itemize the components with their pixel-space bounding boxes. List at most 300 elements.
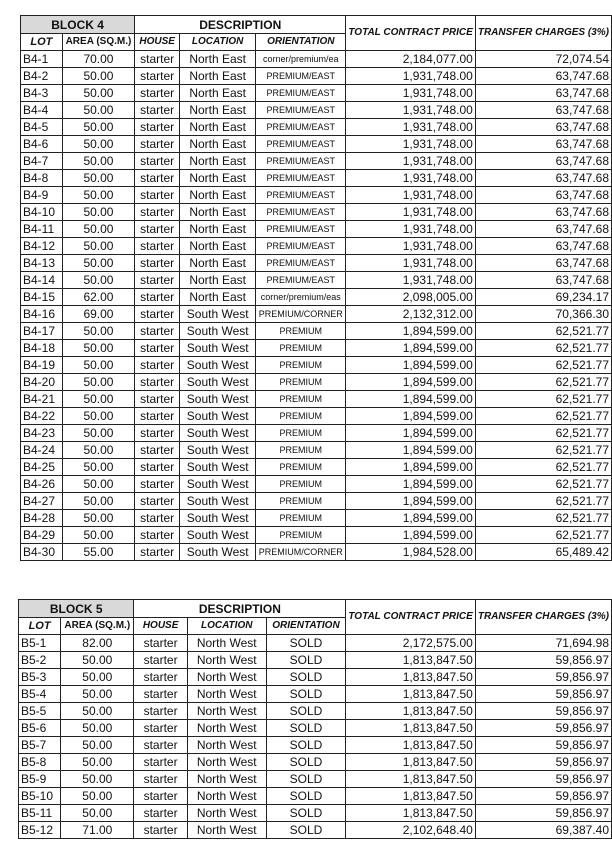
orientation-cell: PREMIUM/EAST <box>256 204 346 221</box>
orientation-cell: PREMIUM/EAST <box>256 221 346 238</box>
orientation-cell: PREMIUM/EAST <box>256 153 346 170</box>
orientation-cell: SOLD <box>266 635 346 652</box>
block4-house-header: HOUSE <box>135 34 180 51</box>
lot-cell: B4-15 <box>21 289 63 306</box>
location-cell: South West <box>180 493 256 510</box>
block4-table <box>20 15 612 561</box>
house-cell: starter <box>135 442 180 459</box>
price-cell: 1,931,748.00 <box>346 85 475 102</box>
location-cell: North West <box>187 805 266 822</box>
house-cell: starter <box>135 289 180 306</box>
price-cell: 1,931,748.00 <box>346 238 475 255</box>
transfer-cell: 59,856.97 <box>475 805 611 822</box>
location-cell: North East <box>180 85 256 102</box>
area-cell: 50.00 <box>62 119 134 136</box>
lot-cell: B5-4 <box>19 686 61 703</box>
orientation-cell: SOLD <box>266 669 346 686</box>
lot-cell: B4-23 <box>21 425 63 442</box>
location-cell: South West <box>180 527 256 544</box>
orientation-cell: PREMIUM <box>256 357 346 374</box>
block4-body <box>21 51 612 561</box>
transfer-cell: 70,366.30 <box>475 306 611 323</box>
area-cell: 50.00 <box>62 204 134 221</box>
block5-title: BLOCK 5 <box>19 600 134 618</box>
transfer-cell: 62,521.77 <box>475 510 611 527</box>
price-cell: 2,102,648.40 <box>346 822 475 839</box>
table-row <box>19 805 612 822</box>
price-cell: 2,098,005.00 <box>346 289 475 306</box>
block4-orientation-header: ORIENTATION <box>256 34 346 51</box>
area-cell: 50.00 <box>62 136 134 153</box>
transfer-cell: 63,747.68 <box>475 255 611 272</box>
house-cell: starter <box>135 272 180 289</box>
area-cell: 71.00 <box>61 822 134 839</box>
location-cell: North East <box>180 187 256 204</box>
table-row <box>21 85 612 102</box>
orientation-cell: PREMIUM/CORNER <box>256 544 346 561</box>
orientation-cell: SOLD <box>266 754 346 771</box>
table-row <box>19 737 612 754</box>
block5-location-header: LOCATION <box>187 618 266 635</box>
location-cell: South West <box>180 544 256 561</box>
price-cell: 1,931,748.00 <box>346 204 475 221</box>
location-cell: North West <box>187 720 266 737</box>
house-cell: starter <box>135 408 180 425</box>
table-row <box>21 136 612 153</box>
price-cell: 1,813,847.50 <box>346 788 475 805</box>
area-cell: 50.00 <box>62 221 134 238</box>
transfer-cell: 63,747.68 <box>475 85 611 102</box>
transfer-cell: 59,856.97 <box>475 686 611 703</box>
orientation-cell: PREMIUM/EAST <box>256 170 346 187</box>
area-cell: 50.00 <box>61 669 134 686</box>
house-cell: starter <box>134 652 187 669</box>
transfer-cell: 63,747.68 <box>475 204 611 221</box>
house-cell: starter <box>135 306 180 323</box>
location-cell: North West <box>187 652 266 669</box>
lot-cell: B4-24 <box>21 442 63 459</box>
house-cell: starter <box>134 822 187 839</box>
block5-area-header: AREA (SQ.M.) <box>61 618 134 635</box>
orientation-cell: SOLD <box>266 805 346 822</box>
transfer-cell: 62,521.77 <box>475 323 611 340</box>
location-cell: North West <box>187 737 266 754</box>
price-cell: 1,931,748.00 <box>346 272 475 289</box>
location-cell: North West <box>187 635 266 652</box>
area-cell: 50.00 <box>62 85 134 102</box>
table-row <box>21 187 612 204</box>
transfer-cell: 62,521.77 <box>475 391 611 408</box>
lot-cell: B4-17 <box>21 323 63 340</box>
orientation-cell: PREMIUM/EAST <box>256 85 346 102</box>
transfer-cell: 71,694.98 <box>475 635 611 652</box>
table-row <box>21 170 612 187</box>
house-cell: starter <box>135 493 180 510</box>
transfer-cell: 62,521.77 <box>475 527 611 544</box>
lot-cell: B5-12 <box>19 822 61 839</box>
location-cell: North East <box>180 204 256 221</box>
price-cell: 1,813,847.50 <box>346 686 475 703</box>
block5-price-header: TOTAL CONTRACT PRICE <box>346 600 475 635</box>
price-cell: 1,931,748.00 <box>346 255 475 272</box>
location-cell: North East <box>180 272 256 289</box>
lot-cell: B4-13 <box>21 255 63 272</box>
block4-area-header: AREA (SQ.M.) <box>62 34 134 51</box>
orientation-cell: PREMIUM <box>256 510 346 527</box>
price-cell: 1,894,599.00 <box>346 459 475 476</box>
orientation-cell: SOLD <box>266 703 346 720</box>
house-cell: starter <box>134 720 187 737</box>
area-cell: 50.00 <box>62 153 134 170</box>
area-cell: 50.00 <box>61 805 134 822</box>
location-cell: South West <box>180 425 256 442</box>
transfer-cell: 59,856.97 <box>475 754 611 771</box>
house-cell: starter <box>134 805 187 822</box>
price-cell: 1,813,847.50 <box>346 652 475 669</box>
transfer-cell: 62,521.77 <box>475 476 611 493</box>
price-cell: 1,931,748.00 <box>346 153 475 170</box>
orientation-cell: corner/premium/ea <box>256 51 346 68</box>
lot-cell: B4-8 <box>21 170 63 187</box>
orientation-cell: PREMIUM/EAST <box>256 136 346 153</box>
area-cell: 50.00 <box>62 391 134 408</box>
block5-description-header: DESCRIPTION <box>134 600 346 618</box>
table-row <box>21 476 612 493</box>
orientation-cell: SOLD <box>266 686 346 703</box>
location-cell: North East <box>180 238 256 255</box>
price-cell: 1,894,599.00 <box>346 493 475 510</box>
area-cell: 50.00 <box>61 703 134 720</box>
location-cell: South West <box>180 510 256 527</box>
table-row <box>21 340 612 357</box>
block5-lot-header: LOT <box>19 618 61 635</box>
table-row <box>19 635 612 652</box>
lot-cell: B5-1 <box>19 635 61 652</box>
table-row <box>21 51 612 68</box>
table-row <box>21 544 612 561</box>
block4-location-header: LOCATION <box>180 34 256 51</box>
table-row <box>19 669 612 686</box>
block5-body <box>19 635 612 839</box>
table-row <box>21 493 612 510</box>
price-cell: 1,931,748.00 <box>346 170 475 187</box>
lot-cell: B4-20 <box>21 374 63 391</box>
house-cell: starter <box>135 187 180 204</box>
table-row <box>21 442 612 459</box>
orientation-cell: PREMIUM <box>256 340 346 357</box>
area-cell: 50.00 <box>62 340 134 357</box>
orientation-cell: PREMIUM <box>256 391 346 408</box>
lot-cell: B4-10 <box>21 204 63 221</box>
area-cell: 50.00 <box>62 442 134 459</box>
orientation-cell: SOLD <box>266 788 346 805</box>
house-cell: starter <box>135 476 180 493</box>
transfer-cell: 59,856.97 <box>475 788 611 805</box>
block5-table <box>18 599 612 839</box>
orientation-cell: PREMIUM/EAST <box>256 272 346 289</box>
lot-cell: B4-9 <box>21 187 63 204</box>
transfer-cell: 59,856.97 <box>475 669 611 686</box>
table-row <box>19 720 612 737</box>
house-cell: starter <box>134 686 187 703</box>
price-cell: 1,931,748.00 <box>346 102 475 119</box>
location-cell: North East <box>180 289 256 306</box>
area-cell: 69.00 <box>62 306 134 323</box>
house-cell: starter <box>135 391 180 408</box>
area-cell: 50.00 <box>62 68 134 85</box>
price-cell: 1,931,748.00 <box>346 68 475 85</box>
price-cell: 1,813,847.50 <box>346 754 475 771</box>
orientation-cell: SOLD <box>266 771 346 788</box>
transfer-cell: 62,521.77 <box>475 425 611 442</box>
price-cell: 1,931,748.00 <box>346 119 475 136</box>
orientation-cell: corner/premium/eas <box>256 289 346 306</box>
table-row <box>21 357 612 374</box>
table-row <box>21 408 612 425</box>
area-cell: 50.00 <box>61 788 134 805</box>
price-cell: 1,894,599.00 <box>346 476 475 493</box>
area-cell: 50.00 <box>62 408 134 425</box>
house-cell: starter <box>134 771 187 788</box>
transfer-cell: 69,387.40 <box>475 822 611 839</box>
orientation-cell: PREMIUM <box>256 476 346 493</box>
table-row <box>21 527 612 544</box>
block5-transfer-header: TRANSFER CHARGES (3%) <box>475 600 611 635</box>
table-row <box>21 153 612 170</box>
price-cell: 1,813,847.50 <box>346 720 475 737</box>
table-row <box>19 703 612 720</box>
price-cell: 1,813,847.50 <box>346 669 475 686</box>
price-cell: 1,894,599.00 <box>346 374 475 391</box>
house-cell: starter <box>134 669 187 686</box>
location-cell: South West <box>180 340 256 357</box>
table-row <box>21 238 612 255</box>
price-cell: 1,813,847.50 <box>346 771 475 788</box>
area-cell: 50.00 <box>62 272 134 289</box>
transfer-cell: 59,856.97 <box>475 720 611 737</box>
area-cell: 50.00 <box>62 170 134 187</box>
transfer-cell: 59,856.97 <box>475 703 611 720</box>
house-cell: starter <box>135 510 180 527</box>
house-cell: starter <box>135 357 180 374</box>
area-cell: 70.00 <box>62 51 134 68</box>
house-cell: starter <box>135 323 180 340</box>
lot-cell: B4-14 <box>21 272 63 289</box>
transfer-cell: 63,747.68 <box>475 102 611 119</box>
transfer-cell: 63,747.68 <box>475 238 611 255</box>
price-cell: 2,184,077.00 <box>346 51 475 68</box>
transfer-cell: 63,747.68 <box>475 272 611 289</box>
block4-transfer-header: TRANSFER CHARGES (3%) <box>475 16 611 51</box>
lot-cell: B4-27 <box>21 493 63 510</box>
area-cell: 50.00 <box>61 771 134 788</box>
orientation-cell: PREMIUM <box>256 374 346 391</box>
area-cell: 50.00 <box>61 720 134 737</box>
transfer-cell: 63,747.68 <box>475 221 611 238</box>
lot-cell: B4-25 <box>21 459 63 476</box>
orientation-cell: SOLD <box>266 737 346 754</box>
house-cell: starter <box>135 221 180 238</box>
location-cell: South West <box>180 323 256 340</box>
location-cell: North East <box>180 136 256 153</box>
orientation-cell: PREMIUM/EAST <box>256 187 346 204</box>
price-cell: 1,931,748.00 <box>346 221 475 238</box>
area-cell: 50.00 <box>62 357 134 374</box>
orientation-cell: PREMIUM <box>256 425 346 442</box>
price-cell: 1,894,599.00 <box>346 408 475 425</box>
lot-cell: B4-12 <box>21 238 63 255</box>
location-cell: North West <box>187 703 266 720</box>
price-cell: 1,894,599.00 <box>346 391 475 408</box>
transfer-cell: 63,747.68 <box>475 136 611 153</box>
lot-cell: B5-6 <box>19 720 61 737</box>
location-cell: South West <box>180 459 256 476</box>
table-row <box>21 323 612 340</box>
table-row <box>21 306 612 323</box>
area-cell: 50.00 <box>62 323 134 340</box>
price-cell: 1,894,599.00 <box>346 527 475 544</box>
lot-cell: B4-26 <box>21 476 63 493</box>
location-cell: South West <box>180 476 256 493</box>
house-cell: starter <box>135 204 180 221</box>
lot-cell: B4-29 <box>21 527 63 544</box>
orientation-cell: PREMIUM <box>256 459 346 476</box>
lot-cell: B4-16 <box>21 306 63 323</box>
price-cell: 1,813,847.50 <box>346 703 475 720</box>
area-cell: 50.00 <box>62 102 134 119</box>
block4-description-header: DESCRIPTION <box>135 16 346 34</box>
lot-cell: B4-1 <box>21 51 63 68</box>
table-row <box>21 102 612 119</box>
table-row <box>21 204 612 221</box>
house-cell: starter <box>135 425 180 442</box>
orientation-cell: PREMIUM <box>256 323 346 340</box>
location-cell: North East <box>180 153 256 170</box>
house-cell: starter <box>135 374 180 391</box>
area-cell: 50.00 <box>61 652 134 669</box>
price-cell: 1,894,599.00 <box>346 323 475 340</box>
lot-cell: B4-2 <box>21 68 63 85</box>
table-row <box>21 221 612 238</box>
location-cell: South West <box>180 306 256 323</box>
area-cell: 50.00 <box>62 238 134 255</box>
lot-cell: B5-5 <box>19 703 61 720</box>
location-cell: North East <box>180 170 256 187</box>
location-cell: North West <box>187 788 266 805</box>
transfer-cell: 72,074.54 <box>475 51 611 68</box>
location-cell: North East <box>180 221 256 238</box>
price-cell: 1,931,748.00 <box>346 187 475 204</box>
house-cell: starter <box>135 153 180 170</box>
lot-cell: B4-22 <box>21 408 63 425</box>
price-cell: 2,172,575.00 <box>346 635 475 652</box>
orientation-cell: PREMIUM/EAST <box>256 119 346 136</box>
transfer-cell: 59,856.97 <box>475 652 611 669</box>
price-cell: 1,894,599.00 <box>346 442 475 459</box>
area-cell: 50.00 <box>62 255 134 272</box>
transfer-cell: 63,747.68 <box>475 153 611 170</box>
price-cell: 1,894,599.00 <box>346 425 475 442</box>
lot-cell: B4-3 <box>21 85 63 102</box>
house-cell: starter <box>135 340 180 357</box>
table-row <box>21 374 612 391</box>
table-row <box>19 754 612 771</box>
location-cell: South West <box>180 357 256 374</box>
area-cell: 50.00 <box>62 187 134 204</box>
lot-cell: B5-3 <box>19 669 61 686</box>
price-cell: 1,984,528.00 <box>346 544 475 561</box>
area-cell: 50.00 <box>62 493 134 510</box>
location-cell: South West <box>180 442 256 459</box>
table-row <box>19 771 612 788</box>
location-cell: North West <box>187 822 266 839</box>
transfer-cell: 62,521.77 <box>475 357 611 374</box>
transfer-cell: 62,521.77 <box>475 442 611 459</box>
block5-orientation-header: ORIENTATION <box>266 618 346 635</box>
house-cell: starter <box>135 459 180 476</box>
house-cell: starter <box>135 51 180 68</box>
lot-cell: B4-6 <box>21 136 63 153</box>
block4-title: BLOCK 4 <box>21 16 135 34</box>
transfer-cell: 63,747.68 <box>475 187 611 204</box>
transfer-cell: 59,856.97 <box>475 771 611 788</box>
area-cell: 50.00 <box>62 425 134 442</box>
table-row <box>19 788 612 805</box>
transfer-cell: 62,521.77 <box>475 374 611 391</box>
transfer-cell: 65,489.42 <box>475 544 611 561</box>
lot-cell: B5-7 <box>19 737 61 754</box>
orientation-cell: SOLD <box>266 652 346 669</box>
lot-cell: B4-28 <box>21 510 63 527</box>
lot-cell: B4-5 <box>21 119 63 136</box>
lot-cell: B5-2 <box>19 652 61 669</box>
house-cell: starter <box>135 68 180 85</box>
area-cell: 50.00 <box>61 754 134 771</box>
location-cell: North West <box>187 669 266 686</box>
area-cell: 50.00 <box>62 510 134 527</box>
lot-cell: B5-11 <box>19 805 61 822</box>
house-cell: starter <box>135 136 180 153</box>
house-cell: starter <box>134 788 187 805</box>
house-cell: starter <box>135 527 180 544</box>
location-cell: North West <box>187 686 266 703</box>
orientation-cell: PREMIUM <box>256 442 346 459</box>
house-cell: starter <box>134 703 187 720</box>
location-cell: South West <box>180 374 256 391</box>
price-cell: 1,894,599.00 <box>346 357 475 374</box>
lot-cell: B5-9 <box>19 771 61 788</box>
transfer-cell: 63,747.68 <box>475 170 611 187</box>
orientation-cell: PREMIUM/EAST <box>256 255 346 272</box>
price-cell: 1,894,599.00 <box>346 510 475 527</box>
area-cell: 55.00 <box>62 544 134 561</box>
orientation-cell: SOLD <box>266 720 346 737</box>
orientation-cell: PREMIUM/EAST <box>256 68 346 85</box>
area-cell: 50.00 <box>62 527 134 544</box>
transfer-cell: 62,521.77 <box>475 340 611 357</box>
table-row <box>21 119 612 136</box>
transfer-cell: 62,521.77 <box>475 408 611 425</box>
lot-cell: B4-30 <box>21 544 63 561</box>
location-cell: North East <box>180 102 256 119</box>
area-cell: 82.00 <box>61 635 134 652</box>
table-row <box>21 255 612 272</box>
house-cell: starter <box>134 737 187 754</box>
house-cell: starter <box>135 102 180 119</box>
orientation-cell: PREMIUM/EAST <box>256 102 346 119</box>
lot-cell: B4-7 <box>21 153 63 170</box>
area-cell: 50.00 <box>61 737 134 754</box>
